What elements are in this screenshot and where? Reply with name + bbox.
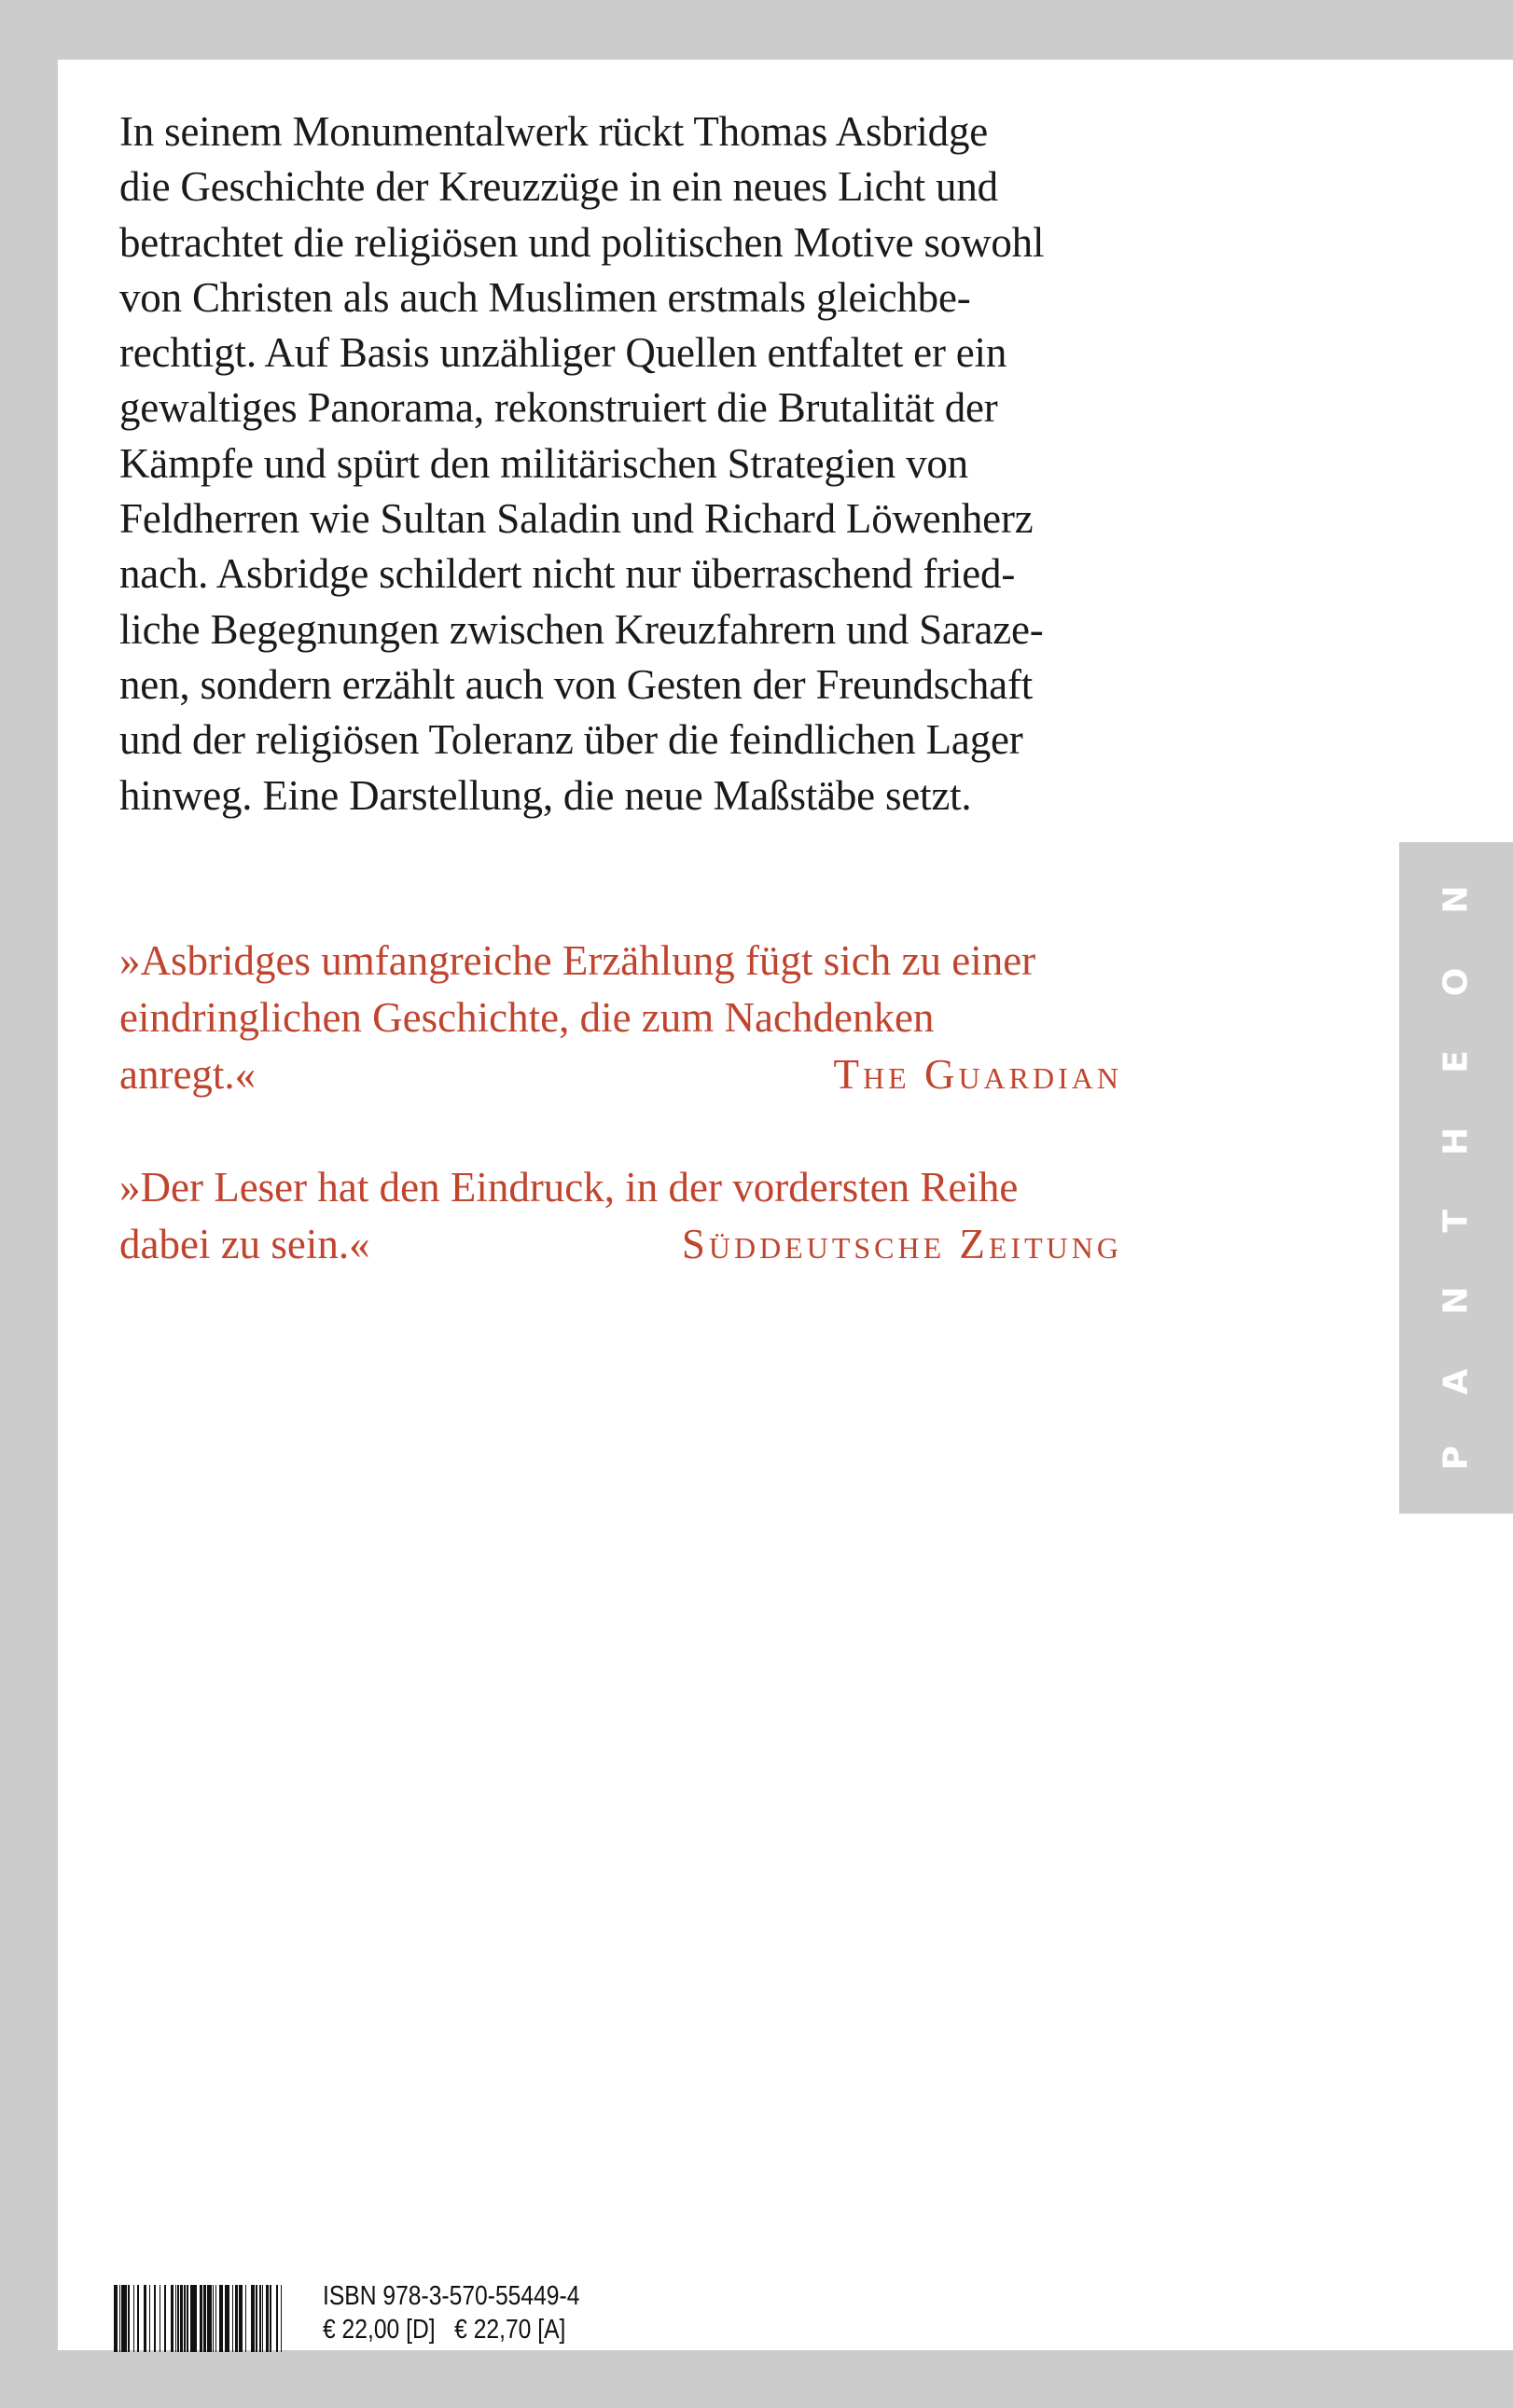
blurb-line: und der religiösen Toleranz über die feindlichen Lager bbox=[119, 716, 1023, 764]
blurb-line: nach. Asbridge schildert nicht nur überraschend fried- bbox=[119, 550, 1016, 598]
quote-source: The Guardian bbox=[833, 1051, 1122, 1098]
quote-line bbox=[119, 933, 1122, 989]
barcode-bar bbox=[281, 2285, 282, 2352]
barcode-bar bbox=[190, 2285, 197, 2352]
barcode bbox=[114, 2285, 312, 2352]
review-quote-sueddeutsche bbox=[119, 1159, 1122, 1273]
blurb-line: hinweg. Eine Darstellung, die neue Maßstäbe setzt. bbox=[119, 771, 972, 819]
publisher-tab bbox=[1399, 831, 1513, 1514]
quote-line bbox=[119, 1159, 1122, 1216]
blurb-line: die Geschichte der Kreuzzüge in ein neues Licht und bbox=[119, 163, 998, 211]
blurb-line: betrachtet die religiösen und politischen Motive sowohl bbox=[119, 218, 1045, 266]
blurb-line: In seinem Monumentalwerk rückt Thomas Asbridge bbox=[119, 108, 989, 155]
blurb-line: von Christen als auch Muslimen erstmals gleichbe- bbox=[119, 273, 971, 321]
quote-text: »Der Leser hat den Eindruck, in der vordersten Reihe bbox=[119, 1164, 1019, 1211]
quote-line bbox=[119, 1216, 1122, 1273]
blurb-line: nen, sondern erzählt auch von Gesten der Freundschaft bbox=[119, 660, 1034, 708]
quote-text: anregt.« bbox=[119, 1051, 257, 1098]
quote-line bbox=[119, 989, 1122, 1046]
blurb-line: gewaltiges Panorama, rekonstruiert die Brutalität der bbox=[119, 384, 998, 432]
quote-text: eindringlichen Geschichte, die zum Nachdenken bbox=[119, 994, 935, 1041]
blurb-line: liche Begegnungen zwischen Kreuzfahrern und Saraze- bbox=[119, 605, 1044, 653]
quote-text: dabei zu sein.« bbox=[119, 1221, 370, 1267]
quote-source: Süddeutsche Zeitung bbox=[681, 1221, 1122, 1267]
blurb-text bbox=[119, 104, 1044, 823]
isbn-block bbox=[323, 2279, 579, 2346]
review-quote-guardian bbox=[119, 933, 1122, 1103]
blurb-line: Feldherren wie Sultan Saladin und Richard Löwenherz bbox=[119, 495, 1034, 543]
blurb-line: rechtigt. Auf Basis unzähliger Quellen entfaltet er ein bbox=[119, 329, 1007, 377]
quote-text: »Asbridges umfangreiche Erzählung fügt sich zu einer bbox=[119, 937, 1036, 984]
blurb-line: Kämpfe und spürt den militärischen Strategien von bbox=[119, 439, 968, 487]
publisher-name: PANTHEON bbox=[1437, 831, 1476, 1471]
isbn-number: ISBN 978-3-570-55449-4 bbox=[323, 2281, 580, 2311]
quote-line bbox=[119, 1046, 1122, 1103]
price: € 22,00 [D] € 22,70 [A] bbox=[323, 2315, 566, 2345]
